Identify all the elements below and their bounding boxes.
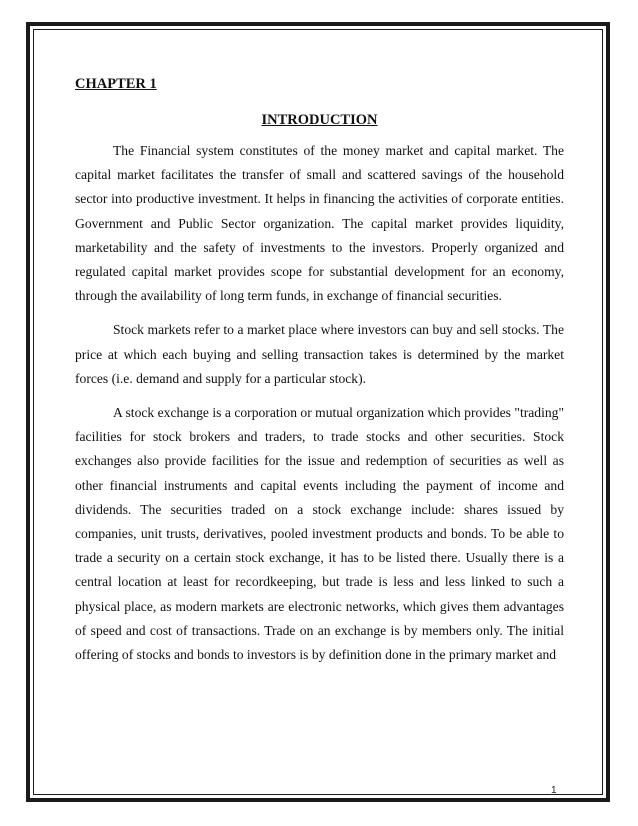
- paragraph-financial-system: The Financial system constitutes of the money market and capital market. The capital market facilitates the transfer of small and scattered savings of the household sector into productive investment. It helps in financing the activities of corporate entities. Government and Public Sector organization. The capital market provides liquidity, marketability and the safety of investments to the investors. Properly organized and regulated capital market provides scope for substantial development for an economy, through the availability of long term funds, in exchange of financial securities.: [75, 143, 564, 304]
- page-number: 1: [551, 785, 557, 796]
- section-title: INTRODUCTION: [261, 112, 378, 128]
- paragraph-stock-exchange: A stock exchange is a corporation or mutual organization which provides "trading" facilities for stock brokers and traders, to trade stocks and other securities. Stock exchanges also provide facilities for the issue and redemption of securities as well as other financial instruments and capital events including the payment of income and dividends. The securities traded on a stock exchange include: shares issued by companies, unit trusts, derivatives, pooled investment products and bonds. To be able to trade a security on a certain stock exchange, it has to be listed there. Usually there is a central location at least for recordkeeping, but trade is less and less linked to such a physical place, as modern markets are electronic networks, which gives them advantages of speed and cost of transactions. Trade on an exchange is by members only. The initial offering of stocks and bonds to investors is by definition done in the primary market and: [75, 405, 564, 663]
- document-body: [75, 75, 564, 667]
- chapter-heading: CHAPTER 1: [75, 76, 157, 92]
- paragraph-stock-markets: Stock markets refer to a market place where investors can buy and sell stocks. The price at which each buying and selling transaction takes is determined by the market forces (i.e. demand and supply for a particular stock).: [75, 322, 564, 386]
